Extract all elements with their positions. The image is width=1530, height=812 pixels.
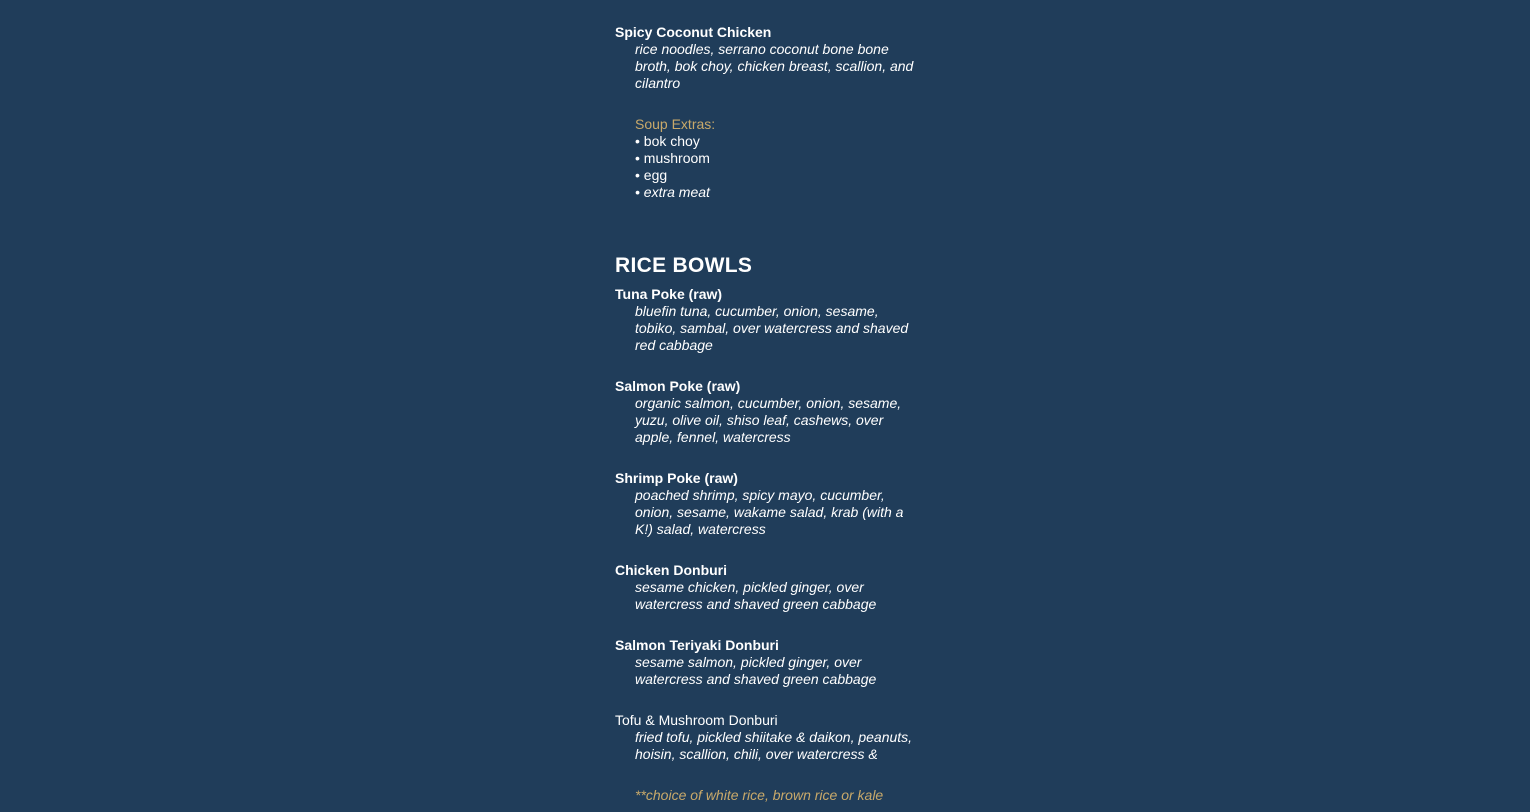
menu-item [615,712,920,763]
menu-item [615,286,920,354]
menu-item-description: sesame salmon, pickled ginger, over watercress and shaved green cabbage [635,654,877,687]
soup-extras-title: Soup Extras: [635,116,716,132]
soup-extra-item: • egg [635,167,668,183]
menu-item [615,378,920,446]
menu-item [615,470,920,538]
soup-extra-item: • mushroom [635,150,710,166]
spacer [615,354,920,378]
menu-item-name: Salmon Poke (raw) [615,378,741,394]
menu-item-description: poached shrimp, spicy mayo, cucumber, onion, sesame, wakame salad, krab (with a K!) salad, watercress [635,487,904,537]
spacer [615,446,920,470]
menu-item-name: Shrimp Poke (raw) [615,470,738,486]
section-title-rice-bowls: RICE BOWLS [615,254,753,277]
spacer [615,538,920,562]
spacer [615,0,920,24]
menu-item [615,562,920,613]
soup-item-description: rice noodles, serrano coconut bone bone broth, bok choy, chicken breast, scallion, and cilantro [635,41,914,91]
spacer [615,613,920,637]
menu-item-name: Tofu & Mushroom Donburi [615,712,778,728]
soup-item-name: Spicy Coconut Chicken [615,24,772,40]
menu-item-description: sesame chicken, pickled ginger, over watercress and shaved green cabbage [635,579,877,612]
menu-item-description: bluefin tuna, cucumber, onion, sesame, tobiko, sambal, over watercress and shaved red cabbage [635,303,909,353]
menu-item-description: organic salmon, cucumber, onion, sesame, yuzu, olive oil, shiso leaf, cashews, over apple, fennel, watercress [635,395,902,445]
soup-extras [635,116,920,201]
rice-choice-note: **choice of white rice, brown rice or kale [635,787,884,803]
menu-item-description: fried tofu, pickled shiitake & daikon, peanuts, hoisin, scallion, chili, over watercress & [635,729,913,762]
soup-extra-item: • extra meat [635,184,710,200]
menu-item-name: Tuna Poke (raw) [615,286,723,302]
menu-column [615,0,920,804]
spacer [615,688,920,712]
menu-item-name: Salmon Teriyaki Donburi [615,637,779,653]
soup-extra-item: • bok choy [635,133,700,149]
menu-item-name: Chicken Donburi [615,562,728,578]
menu-item [615,637,920,688]
